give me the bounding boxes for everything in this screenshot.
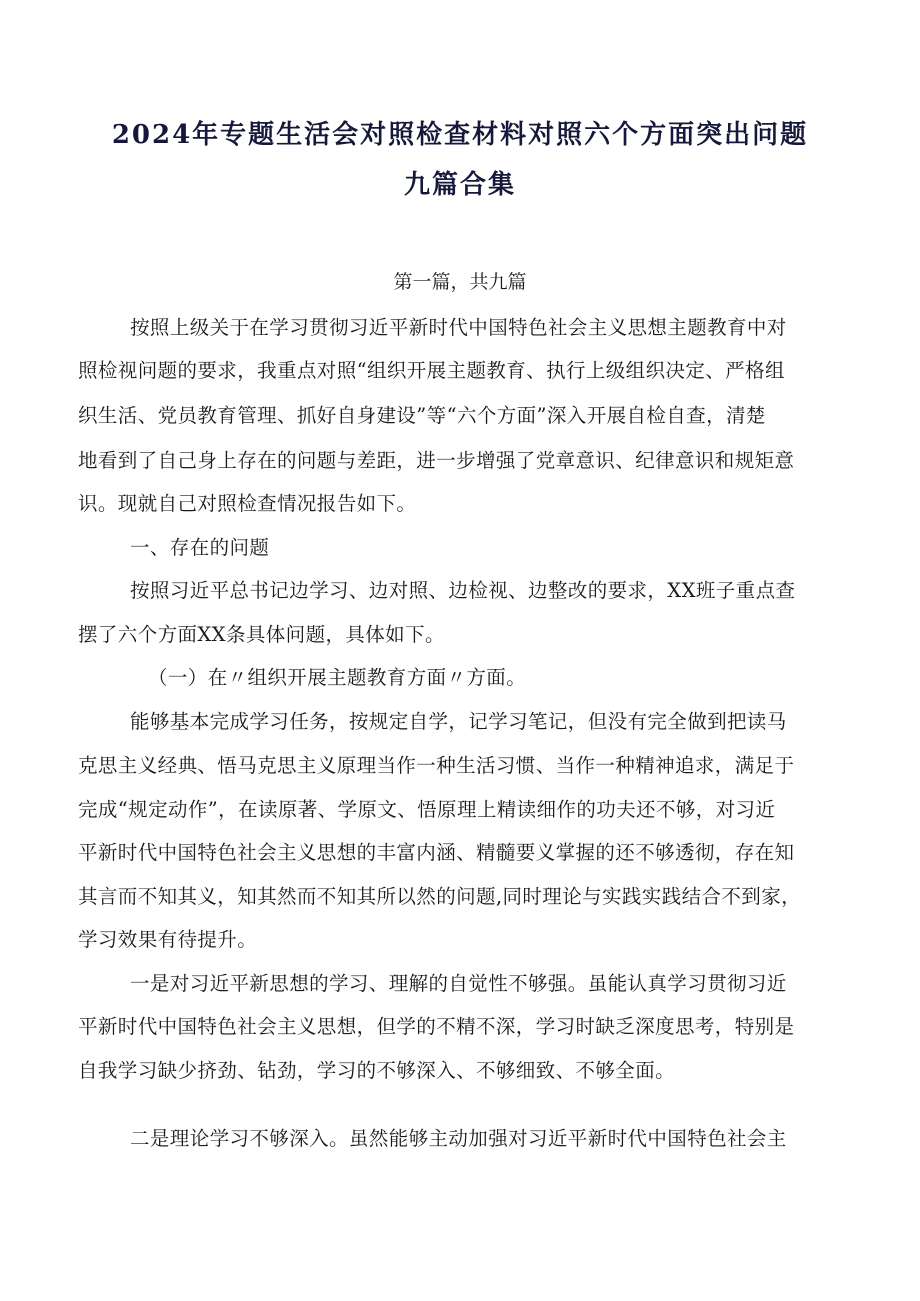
paragraph-line: 一是对习近平新思想的学习、理解的自觉性不够强。虽能认真学习贯彻习近	[130, 972, 787, 995]
paragraph-line: 照检视问题的要求，我重点对照“组织开展主题教育、执行上级组织决定、严格组	[78, 359, 785, 382]
paragraph-line: 织生活、党员教育管理、抓好自身建设”等“六个方面”深入开展自检自查，清楚	[78, 404, 766, 427]
paragraph-line: 自我学习缺少挤劲、钻劲，学习的不够深入、不够细致、不够全面。	[78, 1059, 676, 1082]
paragraph-line: 完成“规定动作”，在读原著、学原文、悟原理上精读细作的功夫还不够，对习近	[78, 798, 776, 821]
paragraph-line: 克思主义经典、悟马克思主义原理当作一种生活习惯、当作一种精神追求，满足于	[78, 754, 795, 777]
document-title-line-2: 九篇合集	[403, 170, 516, 200]
paragraph-line: 能够基本完成学习任务，按规定自学，记学习笔记，但没有完全做到把读马	[130, 710, 787, 733]
paragraph-line: 学习效果有待提升。	[78, 928, 258, 951]
paragraph-line: 按照上级关于在学习贯彻习近平新时代中国特色社会主义思想主题教育中对	[130, 316, 787, 339]
document-title-line-1: 2024年专题生活会对照检查材料对照六个方面突出问题	[111, 120, 809, 150]
document-subtitle: 第一篇，共九篇	[393, 271, 527, 293]
paragraph-line: 摆了六个方面XX条具体问题，具体如下。	[78, 623, 445, 646]
paragraph-line: 二是理论学习不够深入。虽然能够主动加强对习近平新时代中国特色社会主	[130, 1127, 787, 1150]
paragraph-line: 识。现就自己对照检查情况报告如下。	[78, 492, 417, 515]
paragraph-line: 平新时代中国特色社会主义思想的丰富内涵、精髓要义掌握的还不够透彻，存在知	[78, 841, 795, 864]
paragraph-line: 平新时代中国特色社会主义思想，但学的不精不深，学习时缺乏深度思考，特别是	[78, 1015, 795, 1038]
paragraph-line: 其言而不知其义，知其然而不知其所以然的问题,同时理论与实践实践结合不到家，	[78, 885, 801, 908]
paragraph-line: 地看到了自己身上存在的问题与差距，进一步增强了党章意识、纪律意识和规矩意	[78, 449, 795, 472]
paragraph-line: 按照习近平总书记边学习、边对照、边检视、边整改的要求，XX班子重点查	[130, 579, 796, 602]
section-heading: 一、存在的问题	[130, 536, 270, 559]
subsection-heading: （一）在〃组织开展主题教育方面〃方面。	[148, 666, 527, 689]
